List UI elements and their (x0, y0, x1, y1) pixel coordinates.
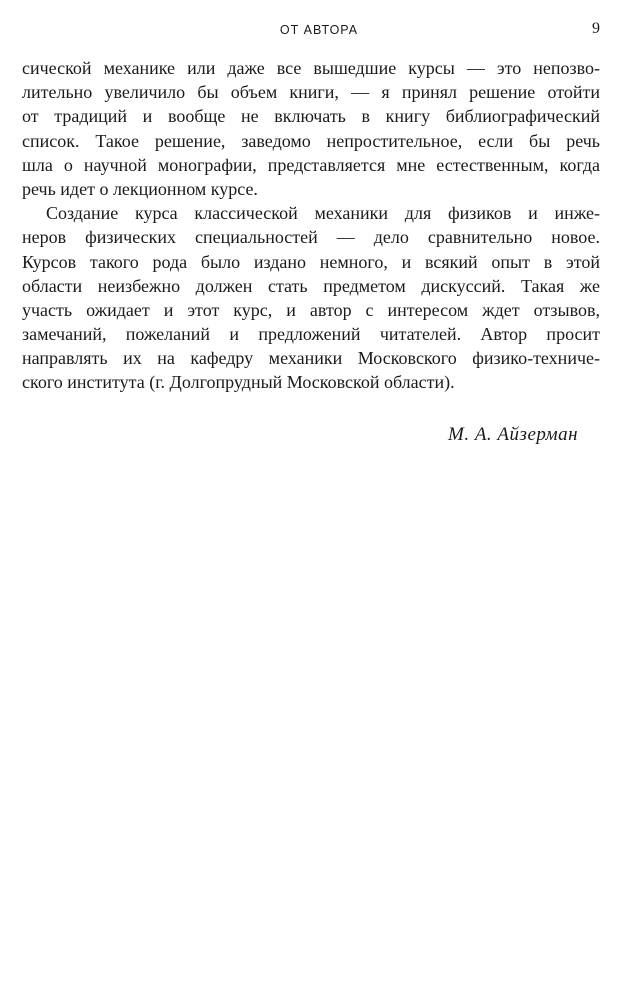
paragraph-1 (22, 56, 600, 201)
text-line: от традиций и вообще не включать в книгу библиографический (22, 106, 600, 127)
running-title: ОТ АВТОРА (279, 23, 359, 37)
text-line: сической механике или даже все вышедшие курсы — это непозво- (22, 58, 600, 78)
text-line: неров физических специальностей — дело сравнительно новое. (22, 227, 600, 248)
text-line: речь идет о лекционном курсе. (22, 178, 258, 199)
text-line: Создание курса классической механики для физиков и инже- (46, 203, 600, 224)
running-head (0, 22, 638, 42)
text-line: список. Такое решение, заведомо непростительное, если бы речь (22, 130, 600, 151)
author-signature: М. А. Айзерман (448, 424, 578, 445)
text-line: участь ожидает и этот курс, и автор с интересом ждет отзывов, (22, 299, 600, 320)
text-line: ского института (г. Долгопрудный Московской области). (22, 372, 455, 393)
text-line: Курсов такого рода было издано немного, и всякий опыт в этой (22, 251, 600, 272)
text-line: области неизбежно должен стать предметом дискуссий. Такая же (22, 275, 600, 296)
text-line: шла о научной монографии, представляется мне естественным, когда (22, 154, 600, 175)
text-line: замечаний, пожеланий и предложений читателей. Автор просит (22, 324, 600, 345)
page-number: 9 (592, 20, 600, 37)
text-line: лительно увеличило бы объем книги, — я принял решение отойти (22, 82, 600, 103)
body-text (22, 56, 600, 395)
paragraph-2 (22, 201, 600, 395)
text-line: направлять их на кафедру механики Московского физико-техниче- (22, 348, 600, 369)
